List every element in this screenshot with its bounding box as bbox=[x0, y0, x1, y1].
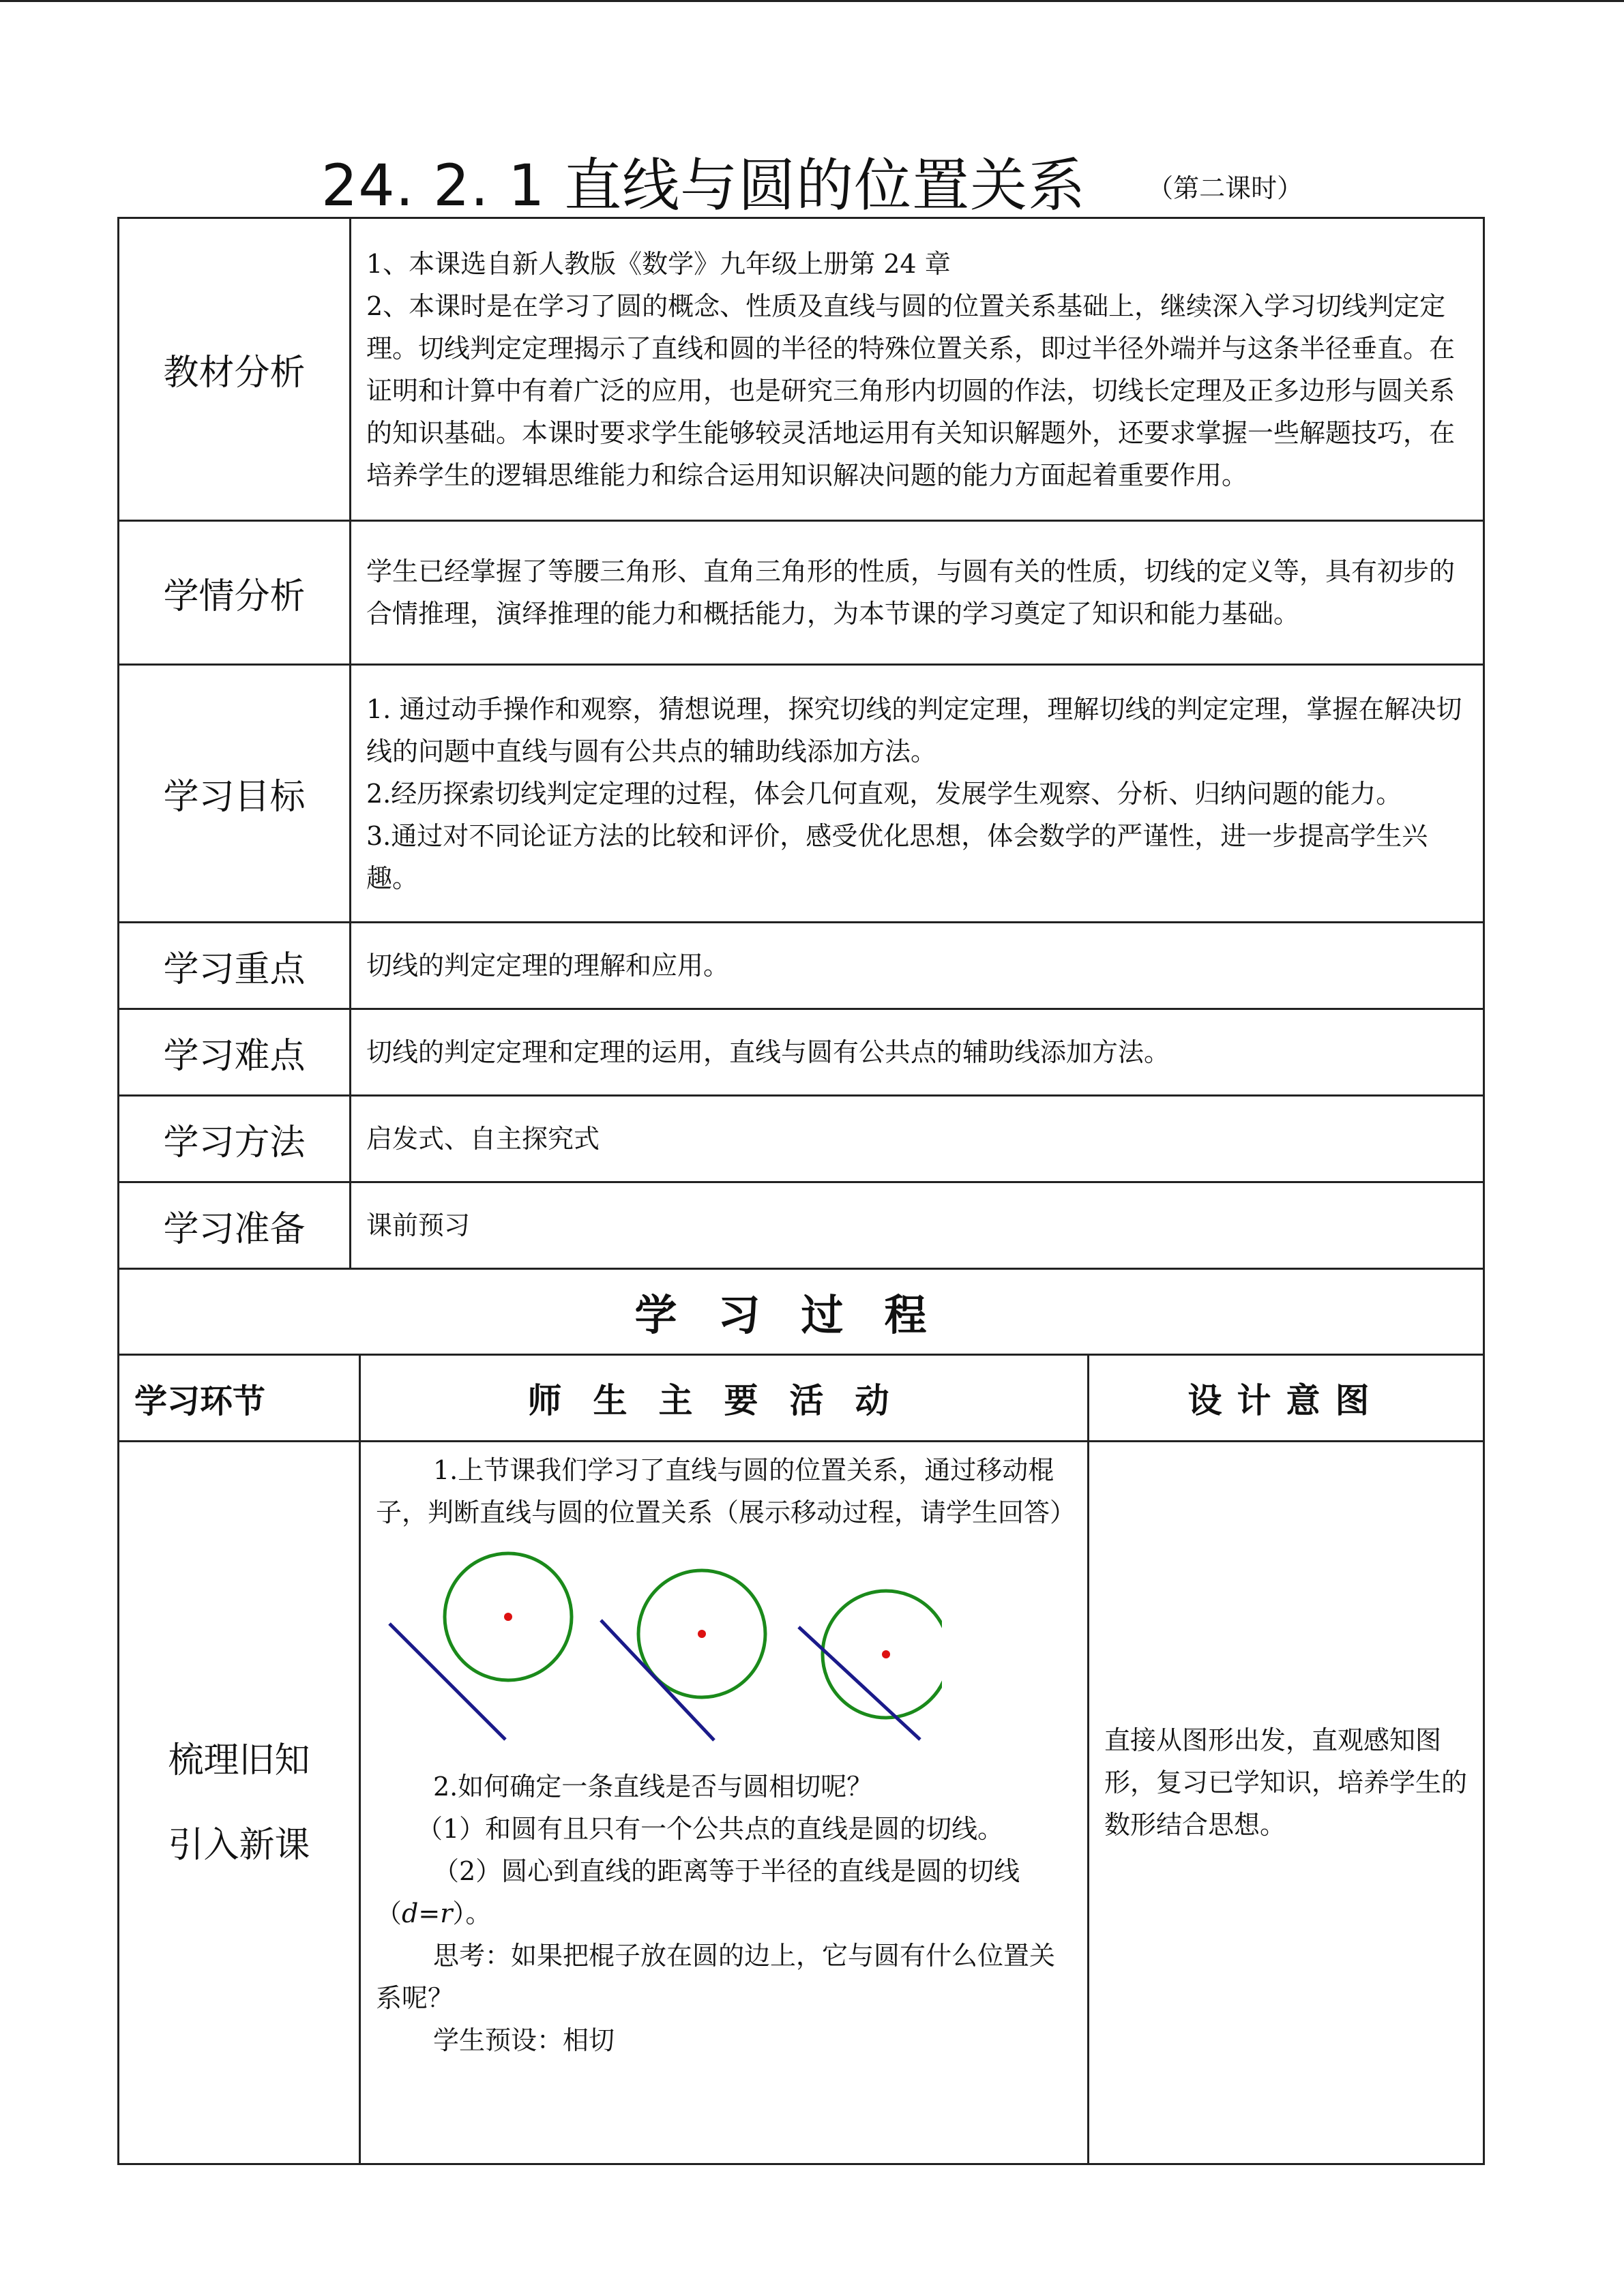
stage-line-2: 引入新课 bbox=[168, 1824, 310, 1866]
row-preparation bbox=[119, 1182, 1484, 1269]
title-main: 24. 2. 1 直线与圆的位置关系 bbox=[321, 152, 1087, 219]
page-title bbox=[0, 140, 1624, 222]
stage-line-1: 梳理旧知 bbox=[168, 1740, 310, 1781]
var-r: r bbox=[440, 1898, 453, 1928]
label-preparation: 学习准备 bbox=[119, 1182, 351, 1269]
label-textbook-analysis: 教材分析 bbox=[119, 218, 351, 521]
p4-text-b: ）。 bbox=[452, 1898, 492, 1928]
row-process-stage-1 bbox=[119, 1442, 1484, 2164]
column-activities: 师生主要活动 bbox=[360, 1355, 1089, 1442]
var-d: d bbox=[402, 1898, 419, 1928]
line-circle-figure bbox=[376, 1549, 942, 1753]
center-dot-2 bbox=[698, 1630, 706, 1638]
content-learner-analysis bbox=[351, 521, 1484, 665]
label-difficulties: 学习难点 bbox=[119, 1009, 351, 1096]
textbook-line-2: 2、本课时是在学习了圆的概念、性质及直线与圆的位置关系基础上，继续深入学习切线判定定理。切线判定定理揭示了直线和圆的半径的特殊位置关系，即过半径外端并与这条半径垂直。在证明和计算中有着广泛的应用，也是研究三角形内切圆的作法，切线长定理及正多边形与圆关系的知识基础。本课时要求学生能够较灵活地运用有关知识解题外，还要求掌握一些解题技巧，在培养学生的逻辑思维能力和综合运用知识解决问题的能力方面起着重要作用。 bbox=[366, 290, 1456, 490]
activity-p2: 2.如何确定一条直线是否与圆相切呢？ bbox=[433, 1772, 873, 1802]
lesson-plan-table bbox=[117, 217, 1485, 2165]
content-difficulties: 切线的判定定理和定理的运用，直线与圆有公共点的辅助线添加方法。 bbox=[351, 1009, 1484, 1096]
line-tangent bbox=[601, 1620, 714, 1740]
row-learning-goals bbox=[119, 665, 1484, 923]
label-learning-goals: 学习目标 bbox=[119, 665, 351, 923]
row-key-points bbox=[119, 923, 1484, 1009]
textbook-line-1: 1、本课选自新人教版《数学》九年级上册第 24 章 bbox=[366, 248, 951, 279]
process-heading: 学习过程 bbox=[119, 1269, 1484, 1355]
row-methods bbox=[119, 1096, 1484, 1182]
activity-p6: 学生预设：相切 bbox=[433, 2025, 615, 2055]
content-methods: 启发式、自主探究式 bbox=[351, 1096, 1484, 1182]
label-methods: 学习方法 bbox=[119, 1096, 351, 1182]
activity-content bbox=[360, 1442, 1089, 2164]
design-intent-content: 直接从图形出发，直观感知图形，复习已学知识，培养学生的数形结合思想。 bbox=[1089, 1442, 1484, 2164]
content-learning-goals bbox=[351, 665, 1484, 923]
row-difficulties bbox=[119, 1009, 1484, 1096]
row-process-columns bbox=[119, 1355, 1484, 1442]
label-key-points: 学习重点 bbox=[119, 923, 351, 1009]
goal-1: 1. 通过动手操作和观察，猜想说理，探究切线的判定定理，理解切线的判定定理，掌握在解决切线的问题中直线与圆有公共点的辅助线添加方法。 bbox=[366, 694, 1462, 766]
content-key-points: 切线的判定定理的理解和应用。 bbox=[351, 923, 1484, 1009]
center-dot-1 bbox=[504, 1613, 512, 1621]
p4-text-a: （2）圆心到直线的距离等于半径的直线是圆的切线（ bbox=[376, 1856, 1020, 1928]
activity-p1: 1.上节课我们学习了直线与圆的位置关系，通过移动棍子，判断直线与圆的位置关系（展示移动过程，请学生回答） bbox=[376, 1455, 1076, 1527]
activity-p3: （1）和圆有且只有一个公共点的直线是圆的切线。 bbox=[417, 1814, 1004, 1844]
content-preparation: 课前预习 bbox=[351, 1182, 1484, 1269]
row-textbook-analysis bbox=[119, 218, 1484, 521]
goal-2: 2.经历探索切线判定定理的过程，体会几何直观，发展学生观察、分析、归纳问题的能力。 bbox=[366, 778, 1402, 809]
column-design-intent: 设计意图 bbox=[1089, 1355, 1484, 1442]
content-textbook-analysis bbox=[351, 218, 1484, 521]
activity-p4 bbox=[376, 1850, 1069, 1935]
row-learner-analysis bbox=[119, 521, 1484, 665]
label-learner-analysis: 学情分析 bbox=[119, 521, 351, 665]
title-sub: （第二课时） bbox=[1147, 173, 1303, 203]
row-process-heading bbox=[119, 1269, 1484, 1355]
learner-line-1: 学生已经掌握了等腰三角形、直角三角形的性质，与圆有关的性质，切线的定义等，具有初步的合情推理，演绎推理的能力和概括能力，为本节课的学习奠定了知识和能力基础。 bbox=[366, 556, 1456, 629]
goal-3: 3.通过对不同论证方法的比较和评价，感受优化思想，体会数学的严谨性，进一步提高学生兴趣。 bbox=[366, 820, 1428, 893]
p4-eq: = bbox=[418, 1898, 441, 1928]
line-separate bbox=[389, 1624, 505, 1740]
line-secant bbox=[799, 1627, 920, 1740]
top-border-line bbox=[0, 0, 1624, 2]
stage-review-intro bbox=[119, 1442, 360, 2164]
activity-p5: 思考：如果把棍子放在圆的边上，它与圆有什么位置关系呢？ bbox=[376, 1941, 1056, 2013]
center-dot-3 bbox=[882, 1650, 890, 1658]
column-stage: 学习环节 bbox=[119, 1355, 360, 1442]
